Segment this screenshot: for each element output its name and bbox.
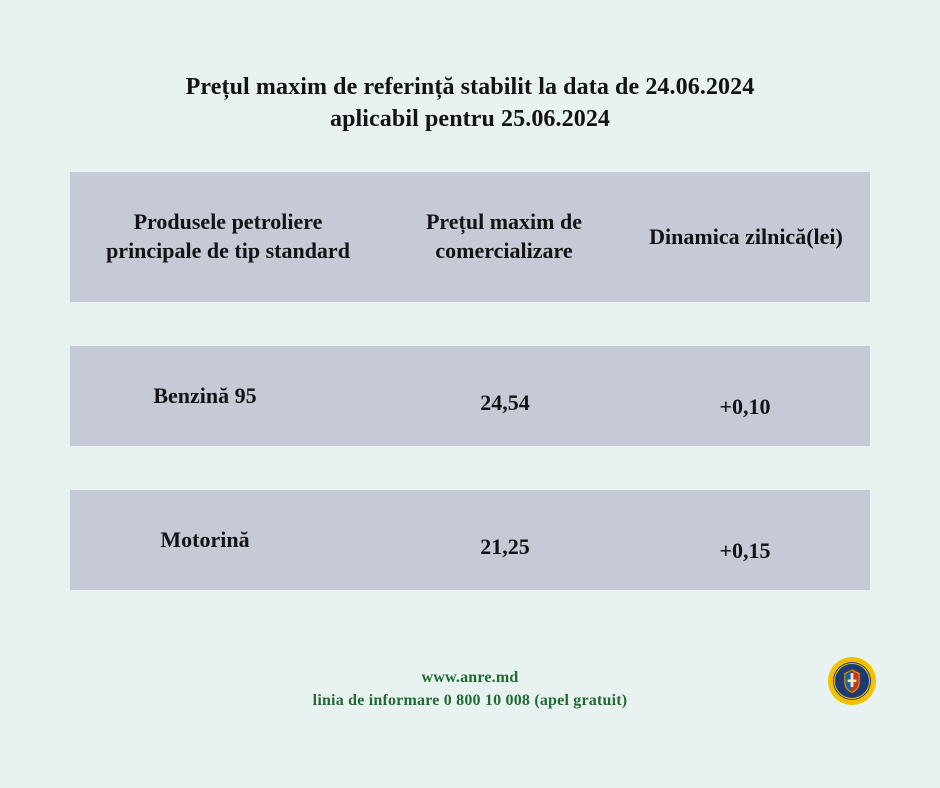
anre-emblem-icon [827,656,877,706]
header-product: Produsele petroliere principale de tip standard [106,209,350,263]
header-dynamics: Dinamica zilnică(lei) [649,223,843,249]
table-header-row [70,172,870,302]
cell-product: Benzină 95 [153,383,257,408]
cell-dynamics: +0,10 [719,394,771,419]
table-row [70,346,870,446]
cell-price: 21,25 [480,534,530,559]
price-table [70,172,870,634]
cell-price: 24,54 [480,390,530,415]
header-price: Prețul maxim de comercializare [425,209,582,263]
table-row [70,490,870,590]
footer [0,666,940,712]
page-title [0,72,940,135]
footer-website[interactable]: www.anre.md [421,669,519,686]
title-line-2: aplicabil pentru 25.06.2024 [329,105,611,132]
footer-info-line: linia de informare 0 800 10 008 (apel gratuit) [312,692,628,710]
cell-dynamics: +0,15 [719,538,771,563]
title-line-1: Prețul maxim de referință stabilit la data de 24.06.2024 [185,74,755,100]
cell-product: Motorină [160,527,250,552]
